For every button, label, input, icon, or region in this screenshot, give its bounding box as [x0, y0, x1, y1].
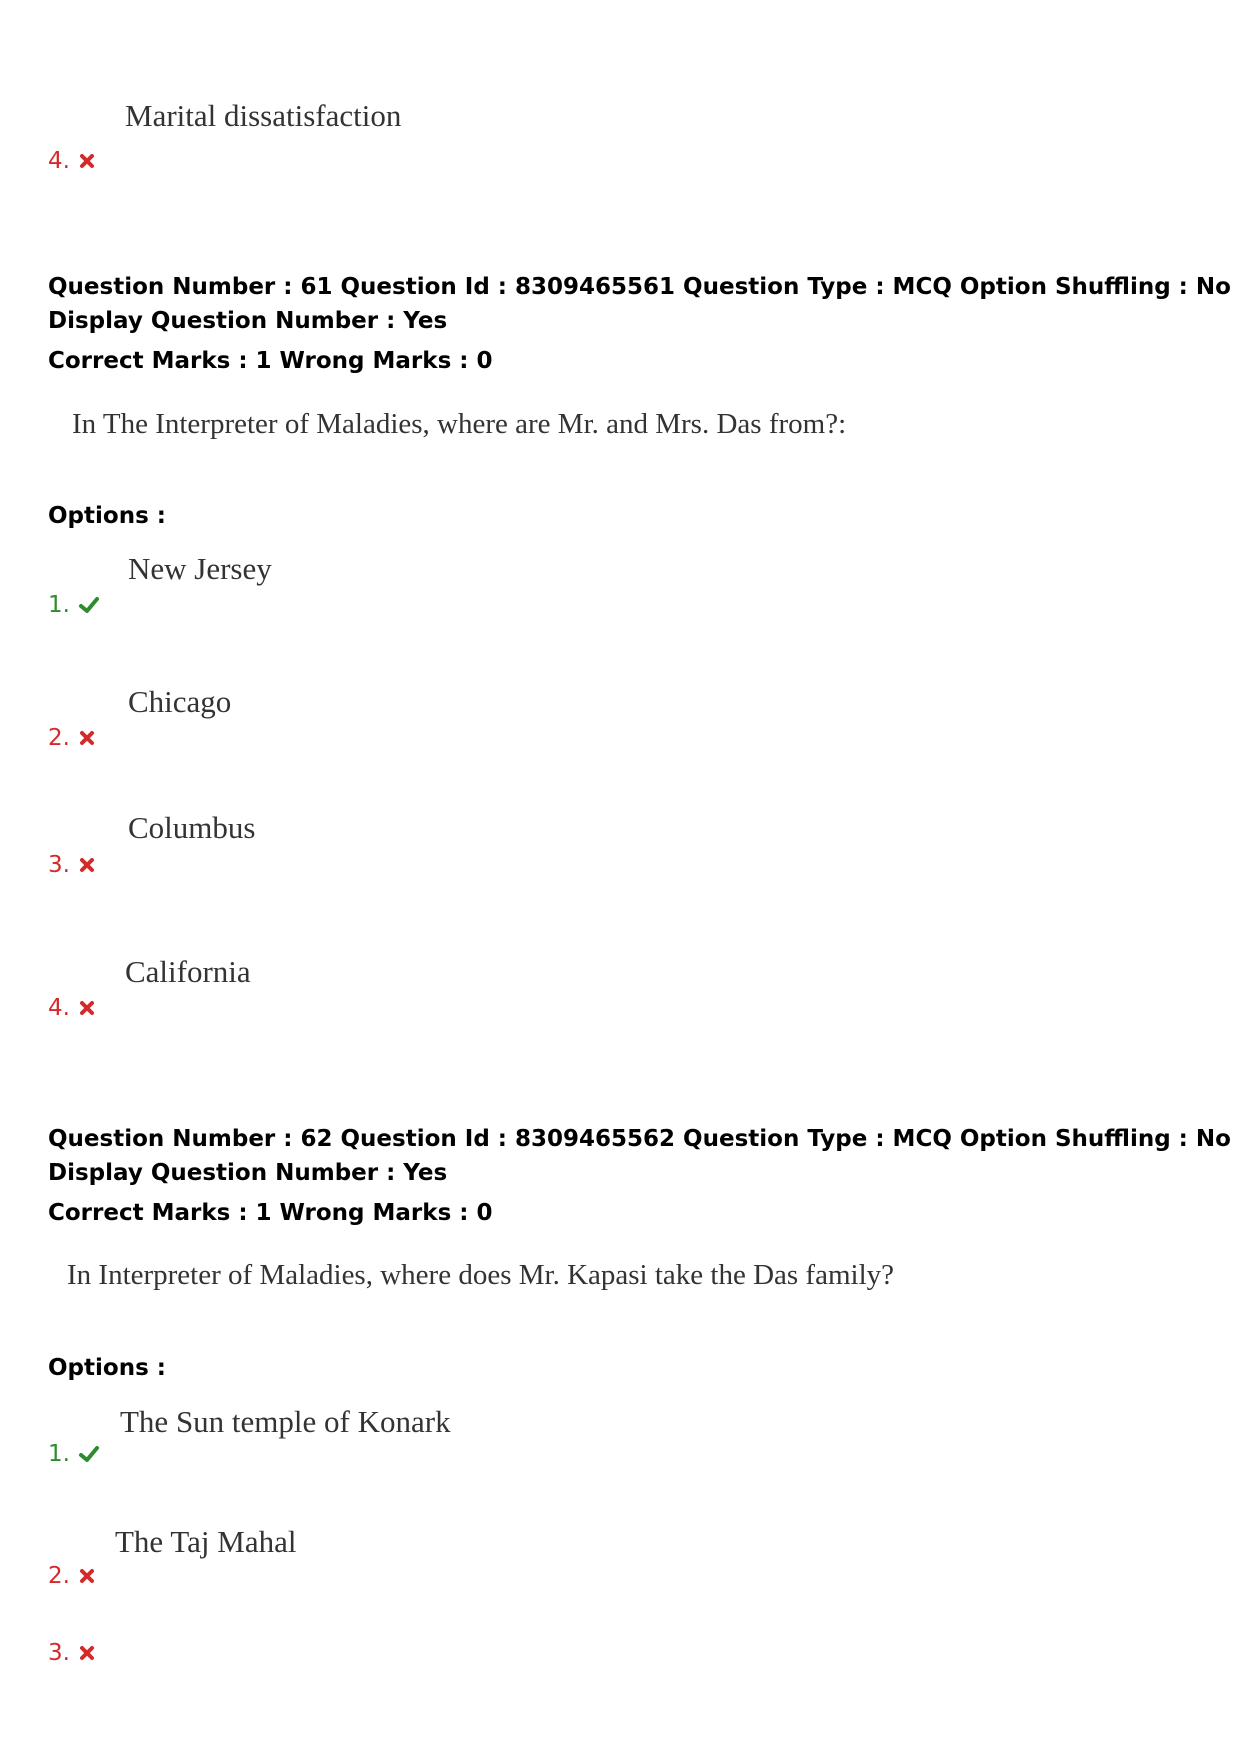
- option-number: [48, 725, 96, 751]
- option-text: Columbus: [128, 810, 256, 845]
- question-header: Question Number : 62 Question Id : 8309465562 Question Type : MCQ Option Shuffling : No: [48, 1126, 1231, 1152]
- question-marks: Correct Marks : 1 Wrong Marks : 0: [48, 348, 493, 374]
- option-text: Chicago: [128, 684, 232, 719]
- wrong-icon: [78, 1644, 96, 1662]
- wrong-icon: [78, 856, 96, 874]
- options-label: Options :: [48, 1355, 166, 1381]
- option-number: [48, 1441, 100, 1467]
- question-display-number: Display Question Number : Yes: [48, 308, 448, 334]
- option-number: [48, 148, 96, 174]
- options-label: Options :: [48, 503, 166, 529]
- option-text: The Taj Mahal: [115, 1524, 297, 1559]
- option-number-label: 1.: [48, 592, 70, 618]
- option-number: [48, 852, 96, 878]
- option-number-label: 2.: [48, 725, 70, 751]
- option-text: The Sun temple of Konark: [120, 1404, 451, 1439]
- option-number-label: 4.: [48, 148, 70, 174]
- question-text: In Interpreter of Maladies, where does Mr. Kapasi take the Das family?: [67, 1259, 894, 1291]
- option-number-label: 4.: [48, 995, 70, 1021]
- question-marks: Correct Marks : 1 Wrong Marks : 0: [48, 1200, 493, 1226]
- question-text: In The Interpreter of Maladies, where are Mr. and Mrs. Das from?:: [72, 408, 847, 440]
- option-text: New Jersey: [128, 551, 272, 586]
- option-number: [48, 1640, 96, 1666]
- option-number-label: 2.: [48, 1563, 70, 1589]
- wrong-icon: [78, 1567, 96, 1585]
- correct-icon: [78, 596, 100, 614]
- correct-icon: [78, 1445, 100, 1463]
- option-number-label: 3.: [48, 1640, 70, 1666]
- option-number: [48, 1563, 96, 1589]
- option-text: California: [125, 954, 251, 989]
- question-display-number: Display Question Number : Yes: [48, 1160, 448, 1186]
- wrong-icon: [78, 729, 96, 747]
- option-number-label: 3.: [48, 852, 70, 878]
- option-number: [48, 592, 100, 618]
- wrong-icon: [78, 999, 96, 1017]
- option-number-label: 1.: [48, 1441, 70, 1467]
- question-header: Question Number : 61 Question Id : 8309465561 Question Type : MCQ Option Shuffling : No: [48, 274, 1231, 300]
- wrong-icon: [78, 152, 96, 170]
- option-text: Marital dissatisfaction: [125, 98, 402, 133]
- option-number: [48, 995, 96, 1021]
